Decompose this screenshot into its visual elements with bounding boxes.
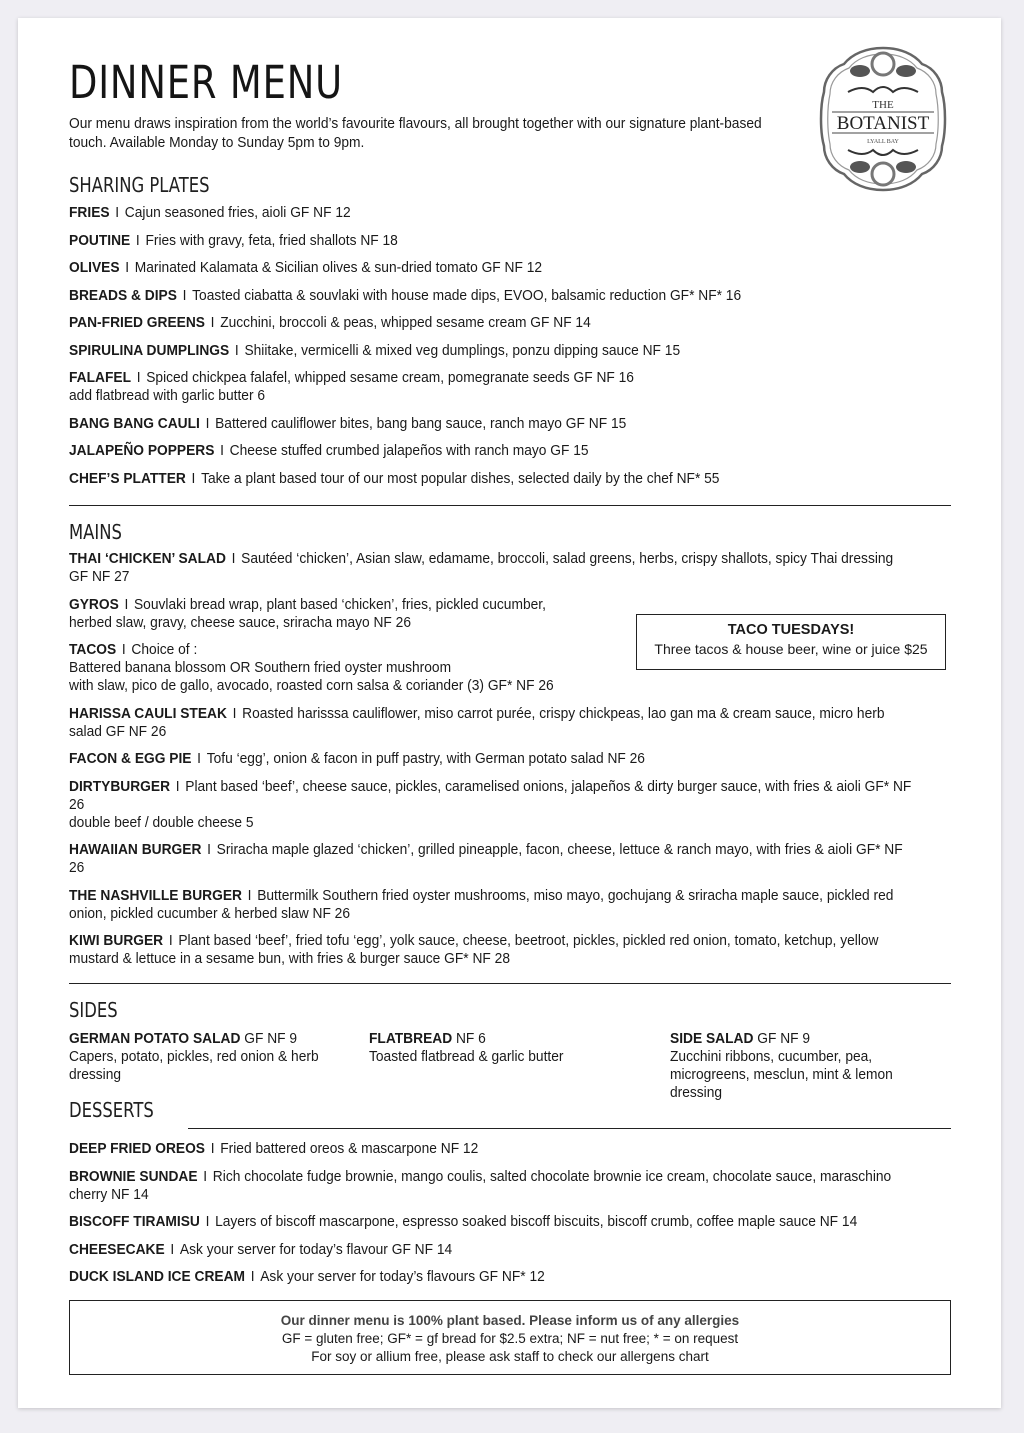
item-desc: Souvlaki bread wrap, plant based ‘chicken’, fries, pickled cucumber, [133, 596, 546, 613]
item-desc: Ask your server for today’s flavour GF NF 14 [179, 1241, 453, 1258]
menu-item [69, 1168, 915, 1204]
side-item [670, 1030, 917, 1102]
separator: I [121, 642, 126, 658]
item-desc: Buttermilk Southern fried oyster mushrooms, miso mayo, gochujang & sriracha maple sauce, pickled red onion, pickled cucumber & herbed slaw NF 26 [69, 887, 894, 922]
menu-item [69, 342, 915, 360]
item-name: FACON & EGG PIE [69, 751, 192, 767]
side-item [69, 1030, 345, 1084]
item-name: FLATBREAD [369, 1031, 453, 1047]
item-tags: GF NF 9 [753, 1031, 811, 1047]
item-name: CHEF’S PLATTER [69, 470, 186, 487]
separator: I [125, 260, 130, 276]
botanist-crest-icon [818, 44, 948, 194]
menu-item [69, 1241, 915, 1259]
menu-item [69, 705, 915, 741]
separator: I [231, 551, 236, 567]
separator: I [232, 705, 237, 722]
separator: I [197, 751, 202, 767]
menu-item [69, 1213, 915, 1231]
menu-item [69, 442, 915, 460]
separator: I [247, 887, 252, 904]
item-desc: Cajun seasoned fries, aioli GF NF 12 [124, 205, 351, 221]
menu-item [69, 887, 915, 923]
item-desc-line3: with slaw, pico de gallo, avocado, roasted corn salsa & coriander (3) GF* NF 26 [69, 678, 554, 694]
menu-item [69, 232, 915, 250]
menu-item [69, 369, 915, 405]
item-tags: GF NF 9 [240, 1031, 298, 1047]
section-divider [188, 1128, 951, 1129]
separator: I [115, 205, 120, 221]
allergy-headline: Our dinner menu is 100% plant based. Please inform us of any allergies [280, 1313, 740, 1328]
item-extra: double beef / double cheese 5 [69, 814, 254, 831]
separator: I [135, 232, 140, 249]
item-name: SIDE SALAD [670, 1031, 754, 1047]
menu-item [69, 841, 915, 877]
item-name: DEEP FRIED OREOS [69, 1141, 205, 1157]
separator: I [168, 933, 173, 949]
separator: I [124, 596, 129, 613]
section-title-mains: MAINS [69, 520, 122, 544]
separator: I [210, 315, 215, 331]
logo-botanist: BOTANIST [836, 113, 930, 134]
item-name: OLIVES [69, 260, 120, 276]
separator: I [205, 1214, 210, 1230]
menu-item [69, 750, 915, 768]
separator: I [210, 1141, 215, 1157]
separator: I [203, 1168, 208, 1185]
item-desc: Cheese stuffed crumbed jalapeños with ranch mayo GF 15 [229, 443, 589, 459]
item-name: CHEESECAKE [69, 1241, 165, 1258]
item-desc: Roasted harisssa cauliflower, miso carrot purée, crispy chickpeas, lao gan ma & cream sauce, micro herb salad GF NF 26 [69, 705, 885, 740]
item-name: HAWAIIAN BURGER [69, 842, 202, 858]
item-name: GERMAN POTATO SALAD [69, 1031, 241, 1047]
menu-intro: Our menu draws inspiration from the world’s favourite flavours, all brought together with our signature plant-based touch. Available Monday to Sunday 5pm to 9pm. [69, 116, 762, 151]
section-divider [69, 983, 951, 984]
item-desc: Toasted ciabatta & souvlaki with house made dips, EVOO, balsamic reduction GF* NF* 16 [192, 287, 742, 304]
item-name: DUCK ISLAND ICE CREAM [69, 1269, 246, 1285]
item-name: SPIRULINA DUMPLINGS [69, 342, 230, 359]
separator: I [170, 1241, 175, 1258]
item-desc: Fried battered oreos & mascarpone NF 12 [220, 1141, 479, 1157]
menu-item [69, 470, 915, 488]
item-desc: Capers, potato, pickles, red onion & herb dressing [69, 1049, 319, 1083]
item-extra: add flatbread with garlic butter 6 [69, 388, 266, 404]
separator: I [207, 842, 211, 858]
item-name: THAI ‘CHICKEN’ SALAD [69, 551, 226, 567]
allergy-legend: GF = gluten free; GF* = gf bread for $2.5 extra; NF = nut free; * = on request [281, 1331, 739, 1346]
item-desc: Spiced chickpea falafel, whipped sesame cream, pomegranate seeds GF NF 16 [146, 370, 634, 386]
page-title: DINNER MENU [69, 56, 343, 109]
item-name: POUTINE [69, 232, 131, 249]
allergy-info: For soy or allium free, please ask staff to check our allergens chart [311, 1349, 709, 1364]
logo-location: LYALL BAY [867, 139, 899, 145]
separator: I [205, 415, 210, 432]
item-desc: Zucchini ribbons, cucumber, pea, microgreens, mesclun, mint & lemon dressing [670, 1049, 893, 1101]
item-desc-line2: herbed slaw, gravy, cheese sauce, sriracha mayo NF 26 [69, 614, 411, 631]
item-name: JALAPEÑO POPPERS [69, 443, 215, 459]
item-name: DIRTYBURGER [69, 778, 171, 795]
item-desc: Sriracha maple glazed ‘chicken’, grilled pineapple, facon, cheese, lettuce & ranch mayo, with fries & aioli GF* NF 26 [69, 842, 903, 876]
item-desc: Fries with gravy, feta, fried shallots NF 18 [145, 232, 398, 249]
separator: I [191, 470, 196, 487]
item-name: PAN-FRIED GREENS [69, 315, 205, 331]
promo-title: TACO TUESDAYS! [727, 622, 855, 638]
item-desc: Sautéed ‘chicken’, Asian slaw, edamame, broccoli, salad greens, herbs, crispy shallots, spicy Thai dressing GF NF 27 [69, 551, 894, 585]
desserts-list [69, 1140, 959, 1296]
sharing-plates-list [69, 204, 959, 497]
separator: I [175, 778, 180, 795]
item-name: BREADS & DIPS [69, 287, 177, 304]
item-desc: Toasted flatbread & garlic butter [369, 1049, 564, 1065]
menu-item [69, 314, 915, 332]
menu-item [69, 550, 915, 586]
item-desc: Plant based ‘beef’, cheese sauce, pickles, caramelised onions, jalapeños & dirty burger sauce, with fries & aioli GF* NF 26 [69, 778, 912, 813]
item-desc: Layers of biscoff mascarpone, espresso soaked biscoff biscuits, biscoff crumb, coffee maple sauce NF 14 [215, 1214, 858, 1230]
section-title-sharing-plates: SHARING PLATES [69, 173, 210, 197]
botanist-logo [818, 44, 948, 194]
item-name: KIWI BURGER [69, 933, 164, 949]
item-desc: Battered cauliflower bites, bang bang sauce, ranch mayo GF NF 15 [215, 415, 627, 432]
item-name: BANG BANG CAULI [69, 415, 200, 432]
menu-item [69, 287, 915, 305]
item-desc: Ask your server for today’s flavours GF NF* 12 [260, 1269, 545, 1285]
allergy-notice [69, 1300, 951, 1375]
separator: I [220, 443, 224, 459]
item-desc: Take a plant based tour of our most popular dishes, selected daily by the chef NF* 55 [201, 470, 720, 487]
section-divider [69, 505, 951, 506]
menu-item [69, 778, 915, 832]
item-name: BROWNIE SUNDAE [69, 1168, 198, 1185]
promo-text: Three tacos & house beer, wine or juice $25 [654, 641, 928, 657]
item-desc: Rich chocolate fudge brownie, mango coulis, salted chocolate brownie ice cream, chocolate sauce, maraschino cherry NF 14 [69, 1168, 892, 1203]
menu-item [69, 259, 915, 277]
menu-item [69, 415, 915, 433]
side-item [369, 1030, 645, 1066]
separator: I [182, 287, 187, 304]
separator: I [250, 1269, 255, 1285]
menu-item [69, 932, 915, 968]
item-name: FRIES [69, 205, 110, 221]
item-desc-line2: Battered banana blossom OR Southern fried oyster mushroom [69, 660, 452, 676]
item-desc: Zucchini, broccoli & peas, whipped sesame cream GF NF 14 [220, 315, 591, 331]
item-desc: Choice of : [131, 642, 198, 658]
item-name: THE NASHVILLE BURGER [69, 887, 242, 904]
section-title-desserts: DESSERTS [69, 1098, 154, 1122]
item-desc: Shiitake, vermicelli & mixed veg dumplings, ponzu dipping sauce NF 15 [244, 342, 681, 359]
separator: I [234, 342, 239, 359]
item-desc: Marinated Kalamata & Sicilian olives & sun-dried tomato GF NF 12 [134, 260, 543, 276]
item-tags: NF 6 [452, 1031, 486, 1047]
item-name: GYROS [69, 596, 119, 613]
taco-tuesdays-promo [636, 614, 946, 670]
item-name: BISCOFF TIRAMISU [69, 1214, 200, 1230]
item-desc: Plant based ‘beef’, fried tofu ‘egg’, yolk sauce, cheese, beetroot, pickles, pickled red onion, tomato, ketchup, yellow mustard & lettuce in a sesame bun, with fries & burger sauce GF* NF 28 [69, 933, 879, 967]
menu-item [69, 1140, 915, 1158]
item-name: TACOS [69, 642, 117, 658]
item-desc: Tofu ‘egg’, onion & facon in puff pastry, with German potato salad NF 26 [206, 751, 645, 767]
logo-the: THE [872, 99, 894, 111]
menu-item [69, 204, 915, 222]
item-name: FALAFEL [69, 370, 131, 386]
separator: I [136, 370, 141, 386]
item-name: HARISSA CAULI STEAK [69, 705, 227, 722]
menu-page [18, 18, 1001, 1408]
section-title-sides: SIDES [69, 998, 118, 1022]
menu-item [69, 1268, 915, 1286]
